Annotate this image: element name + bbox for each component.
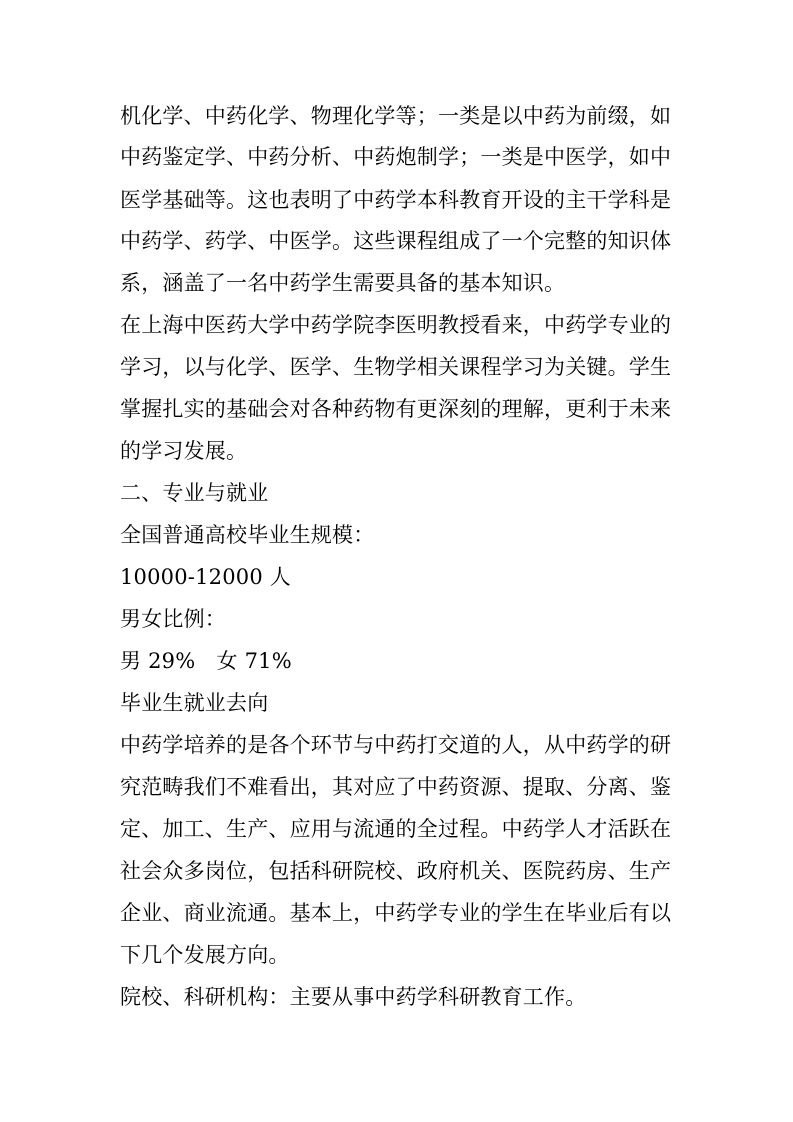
employment-heading: 毕业生就业去向: [120, 691, 269, 715]
paragraph-line: 的学习发展。: [120, 439, 248, 463]
graduate-scale-value: 10000-12000 人: [120, 565, 291, 589]
paragraph-line: 系，涵盖了一名中药学生需要具备的基本知识。: [120, 271, 566, 295]
paragraph-line: 院校、科研机构：主要从事中药学科研教育工作。: [120, 985, 587, 1009]
graduate-scale-label: 全国普通高校毕业生规模：: [120, 523, 375, 547]
paragraph-line: 机化学、中药化学、物理化学等；一类是以中药为前缀，如: [120, 104, 672, 128]
paragraph-line: 中药学培养的是各个环节与中药打交道的人，从中药学的研: [120, 733, 672, 757]
paragraph-line: 究范畴我们不难看出，其对应了中药资源、提取、分离、鉴: [120, 775, 672, 799]
gender-ratio-value: 男 29% 女 71%: [120, 649, 292, 673]
paragraph-line: 掌握扎实的基础会对各种药物有更深刻的理解，更利于未来: [120, 397, 672, 421]
paragraph-line: 定、加工、生产、应用与流通的全过程。中药学人才活跃在: [120, 817, 672, 841]
gender-ratio-label: 男女比例：: [120, 607, 226, 631]
paragraph-line: 学习，以与化学、医学、生物学相关课程学习为关键。学生: [120, 355, 672, 379]
paragraph-line: 社会众多岗位，包括科研院校、政府机关、医院药房、生产: [120, 859, 672, 883]
paragraph-line: 医学基础等。这也表明了中药学本科教育开设的主干学科是: [120, 188, 672, 212]
paragraph-line: 下几个发展方向。: [120, 943, 290, 967]
paragraph-line: 在上海中医药大学中药学院李医明教授看来，中药学专业的: [120, 313, 672, 337]
section-heading: 二、专业与就业: [120, 481, 269, 505]
paragraph-line: 中药鉴定学、中药分析、中药炮制学；一类是中医学，如中: [120, 145, 672, 169]
paragraph-line: 中药学、药学、中医学。这些课程组成了一个完整的知识体: [120, 229, 672, 253]
paragraph-line: 企业、商业流通。基本上，中药学专业的学生在毕业后有以: [120, 901, 672, 925]
